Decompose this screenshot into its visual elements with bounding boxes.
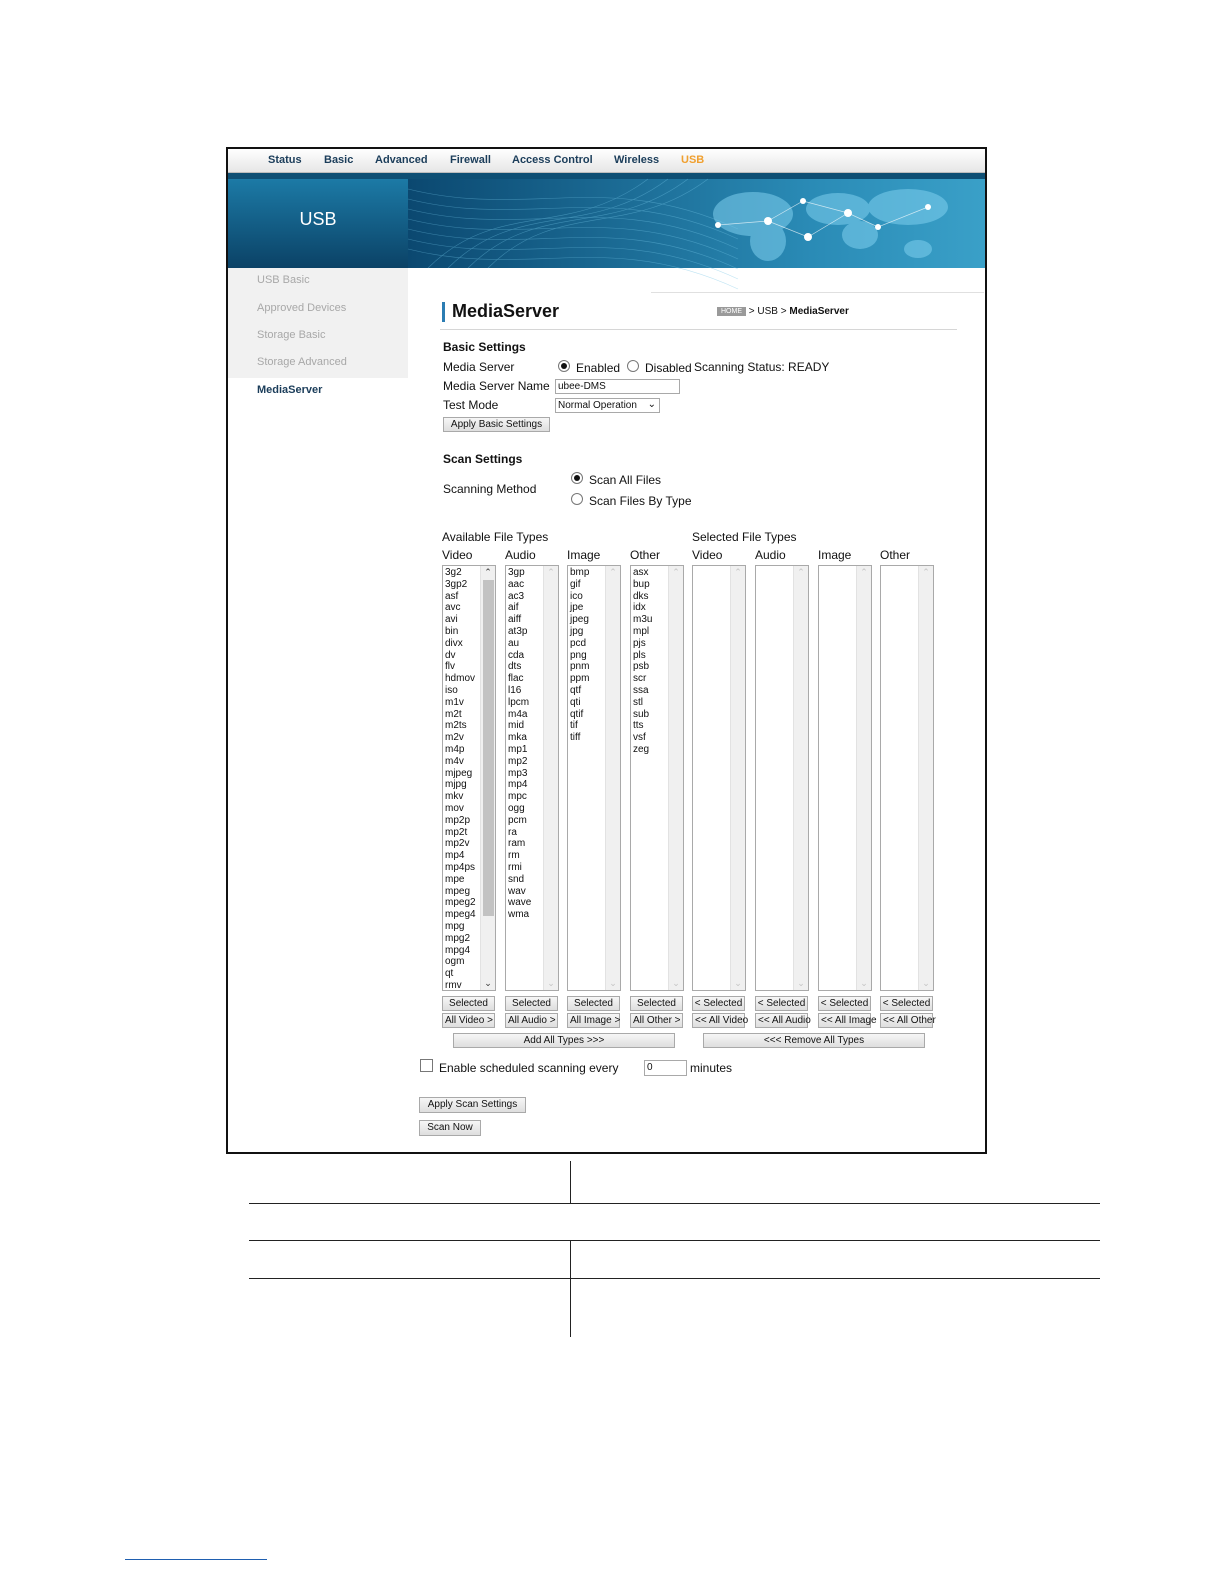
add-selected-image-button[interactable]: Selected [567, 996, 620, 1011]
scrollbar-thumb[interactable] [483, 580, 494, 916]
list-item[interactable]: stl [633, 696, 643, 708]
chevron-down-icon[interactable]: ⌄ [860, 978, 868, 988]
list-item[interactable]: psb [633, 661, 650, 673]
list-item[interactable]: jpe [570, 602, 584, 614]
selected-other-header: Other [880, 548, 911, 562]
list-item[interactable]: mid [508, 720, 525, 732]
list-item[interactable]: asx [633, 567, 649, 578]
scan-all-files-radio[interactable] [571, 472, 583, 484]
list-item[interactable]: m3u [633, 614, 653, 626]
chevron-down-icon[interactable]: ⌄ [797, 978, 805, 988]
scrollbar[interactable] [668, 566, 683, 990]
available-other-listbox[interactable] [630, 565, 684, 991]
table-rule [249, 1240, 1100, 1241]
list-item[interactable]: avi [445, 614, 458, 626]
add-all-image-button[interactable]: All Image > [567, 1013, 620, 1028]
banner-world-map-image [408, 179, 985, 268]
test-mode-value: Normal Operation [558, 400, 637, 411]
chevron-up-icon[interactable]: ⌃ [484, 567, 492, 577]
list-item[interactable]: flac [508, 673, 524, 685]
list-item[interactable]: mpg4 [445, 944, 471, 956]
list-item[interactable]: mp2 [508, 755, 528, 767]
list-item[interactable]: mp3 [508, 767, 528, 779]
media-server-name-input[interactable]: ubee-DMS [555, 379, 680, 394]
breadcrumb-path: > USB > [748, 306, 790, 317]
nav-advanced[interactable]: Advanced [375, 154, 428, 166]
chevron-up-icon[interactable]: ⌃ [672, 567, 680, 577]
list-item[interactable]: dv [445, 649, 456, 661]
sidebar-item-mediaserver[interactable]: MediaServer [257, 384, 323, 396]
list-item[interactable]: mkv [445, 791, 464, 803]
test-mode-label: Test Mode [443, 398, 499, 412]
list-item[interactable]: m4p [445, 743, 465, 755]
scan-settings-heading: Scan Settings [443, 452, 523, 466]
list-item[interactable]: mp4ps [445, 861, 476, 873]
media-server-enabled-radio[interactable] [558, 360, 570, 372]
scrollbar[interactable] [605, 566, 620, 990]
audio-type-list [508, 567, 531, 921]
list-item[interactable]: iso [445, 684, 458, 696]
available-video-header: Video [442, 548, 473, 562]
chevron-down-icon[interactable]: ⌄ [672, 978, 680, 988]
scan-files-by-type-radio[interactable] [571, 493, 583, 505]
remove-selected-other-button[interactable]: < Selected [880, 996, 933, 1011]
list-item[interactable]: rm [508, 850, 520, 862]
remove-all-video-button[interactable]: << All Video [692, 1013, 745, 1028]
table-column-divider [570, 1278, 571, 1337]
list-item[interactable]: hdmov [445, 673, 476, 685]
list-item[interactable]: mjpg [445, 779, 467, 791]
chevron-up-icon[interactable]: ⌃ [734, 567, 742, 577]
selected-audio-header: Audio [755, 548, 786, 562]
title-accent-bar [442, 302, 445, 322]
list-item[interactable]: pnm [570, 661, 590, 673]
list-item[interactable]: m4a [508, 708, 528, 720]
list-item[interactable]: rmv [445, 979, 462, 991]
list-item[interactable]: mpeg [445, 885, 471, 897]
selected-file-types-label: Selected File Types [692, 530, 797, 544]
list-item[interactable]: mpe [445, 873, 465, 885]
add-all-other-button[interactable]: All Other > [630, 1013, 683, 1028]
breadcrumb-current: MediaServer [789, 306, 849, 317]
available-file-types-label: Available File Types [442, 530, 549, 544]
list-item[interactable]: pcm [508, 814, 527, 826]
list-item[interactable]: mpeg4 [445, 909, 476, 921]
list-item[interactable]: mp4 [508, 779, 528, 791]
add-all-audio-button[interactable]: All Audio > [505, 1013, 558, 1028]
remove-all-image-button[interactable]: << All Image [818, 1013, 871, 1028]
list-item[interactable]: cda [508, 649, 525, 661]
selected-image-listbox[interactable] [818, 565, 872, 991]
image-type-list [570, 567, 589, 744]
scrollbar[interactable] [543, 566, 558, 990]
apply-basic-settings-button[interactable]: Apply Basic Settings [443, 417, 550, 432]
media-server-disabled-radio[interactable] [627, 360, 639, 372]
add-all-types-button[interactable]: Add All Types >>> [453, 1033, 675, 1048]
table-rule [249, 1203, 1100, 1204]
breadcrumb [717, 306, 849, 317]
list-item[interactable]: tiff [570, 732, 581, 744]
chevron-down-icon[interactable]: ⌄ [734, 978, 742, 988]
scrollbar[interactable] [918, 566, 933, 990]
list-item[interactable]: qti [570, 696, 581, 708]
available-audio-header: Audio [505, 548, 536, 562]
list-item[interactable]: vsf [633, 732, 646, 744]
banner-section-title [228, 179, 408, 268]
list-item[interactable]: m2t [445, 708, 462, 720]
list-item[interactable]: bin [445, 625, 459, 637]
list-item[interactable]: at3p [508, 625, 528, 637]
list-item[interactable]: tif [570, 720, 578, 732]
list-item[interactable]: 3g2 [445, 567, 462, 578]
list-item[interactable]: ogg [508, 802, 525, 814]
router-admin-window [226, 147, 987, 1154]
add-selected-other-button[interactable]: Selected [630, 996, 683, 1011]
nav-usb[interactable]: USB [681, 154, 705, 166]
selected-video-listbox[interactable] [692, 565, 746, 991]
list-item[interactable]: mov [445, 802, 464, 814]
video-type-list [445, 567, 476, 992]
list-item[interactable]: mpg [445, 920, 465, 932]
scanning-status: Scanning Status: READY [694, 360, 830, 374]
list-item[interactable]: tts [633, 720, 644, 732]
list-item[interactable]: 3gp [508, 567, 525, 578]
disabled-label: Disabled [645, 361, 692, 375]
media-server-name-label: Media Server Name [443, 379, 550, 393]
sidebar-item-storage-basic[interactable]: Storage Basic [257, 329, 326, 341]
remove-selected-audio-button[interactable]: < Selected [755, 996, 808, 1011]
list-item[interactable]: scr [633, 673, 647, 685]
list-item[interactable]: mpc [508, 791, 527, 803]
list-item[interactable]: 3gp2 [445, 578, 468, 590]
sidebar-item-storage-advanced[interactable]: Storage Advanced [257, 356, 347, 368]
list-item[interactable]: pcd [570, 637, 587, 649]
title-top-rule [651, 292, 984, 293]
list-item[interactable]: rmi [508, 861, 522, 873]
list-item[interactable]: m2ts [445, 720, 467, 732]
basic-settings-heading: Basic Settings [443, 340, 526, 354]
list-item[interactable]: mp2t [445, 826, 468, 838]
list-item[interactable]: asf [445, 590, 459, 602]
nav-firewall[interactable]: Firewall [450, 154, 491, 166]
list-item[interactable]: mka [508, 732, 527, 744]
remove-all-audio-button[interactable]: << All Audio [755, 1013, 808, 1028]
top-navigation [228, 149, 985, 173]
list-item[interactable]: lpcm [508, 696, 530, 708]
available-image-listbox[interactable] [567, 565, 621, 991]
apply-scan-settings-button[interactable]: Apply Scan Settings [419, 1097, 526, 1113]
list-item[interactable]: gif [570, 578, 581, 590]
available-image-header: Image [567, 548, 601, 562]
add-selected-video-button[interactable]: Selected [442, 996, 495, 1011]
list-item[interactable]: mp4 [445, 850, 465, 862]
breadcrumb-home[interactable]: HOME [717, 307, 746, 316]
remove-all-types-button[interactable]: <<< Remove All Types [703, 1033, 925, 1048]
selected-audio-listbox[interactable] [755, 565, 809, 991]
list-item[interactable]: ra [508, 826, 517, 838]
list-item[interactable]: au [508, 637, 520, 649]
list-item[interactable]: sub [633, 708, 650, 720]
list-item[interactable]: qtif [570, 708, 584, 720]
list-item[interactable]: jpeg [570, 614, 589, 626]
scan-all-files-label: Scan All Files [589, 473, 662, 487]
available-video-listbox[interactable] [442, 565, 496, 991]
chevron-up-icon[interactable]: ⌃ [797, 567, 805, 577]
list-item[interactable]: wave [508, 897, 532, 909]
available-other-header: Other [630, 548, 661, 562]
list-item[interactable]: idx [633, 602, 646, 614]
list-item[interactable]: ssa [633, 684, 649, 696]
nav-wireless[interactable]: Wireless [614, 154, 660, 166]
list-item[interactable]: aac [508, 578, 525, 590]
enable-scheduled-scanning-checkbox[interactable] [420, 1059, 433, 1072]
selected-image-header: Image [818, 548, 852, 562]
list-item[interactable]: m1v [445, 696, 464, 708]
list-item[interactable]: l16 [508, 684, 522, 696]
list-item[interactable]: aiff [508, 614, 522, 626]
list-item[interactable]: png [570, 649, 587, 661]
title-divider [440, 329, 957, 330]
list-item[interactable]: qt [445, 968, 454, 980]
list-item[interactable]: divx [445, 637, 463, 649]
remove-selected-video-button[interactable]: < Selected [692, 996, 745, 1011]
page-title: MediaServer [452, 301, 560, 321]
scrollbar[interactable] [730, 566, 745, 990]
scan-now-button[interactable]: Scan Now [419, 1120, 481, 1136]
scrollbar[interactable] [793, 566, 808, 990]
chevron-up-icon[interactable]: ⌃ [547, 567, 555, 577]
list-item[interactable]: avc [445, 602, 461, 614]
chevron-down-icon[interactable]: ⌄ [922, 978, 930, 988]
minutes-label: minutes [690, 1061, 733, 1075]
list-item[interactable]: wav [508, 885, 526, 897]
remove-all-other-button[interactable]: << All Other [880, 1013, 933, 1028]
chevron-down-icon[interactable]: ⌄ [609, 978, 617, 988]
table-column-divider [570, 1161, 571, 1203]
list-item[interactable]: zeg [633, 743, 650, 755]
world-map-graphic [408, 179, 985, 268]
list-item[interactable]: qtf [570, 684, 582, 696]
nav-access-control[interactable]: Access Control [512, 154, 593, 166]
banner-title: USB [299, 209, 337, 229]
nav-basic[interactable]: Basic [324, 154, 354, 166]
scheduled-scanning-label: Enable scheduled scanning every [439, 1061, 619, 1075]
list-item[interactable]: mp1 [508, 743, 528, 755]
add-all-video-button[interactable]: All Video > [442, 1013, 495, 1028]
scrollbar[interactable] [856, 566, 871, 990]
scrollbar[interactable] [480, 566, 495, 990]
chevron-down-icon[interactable]: ⌄ [547, 978, 555, 988]
add-selected-audio-button[interactable]: Selected [505, 996, 558, 1011]
sidebar-item-approved-devices[interactable]: Approved Devices [257, 302, 347, 314]
list-item[interactable]: pjs [633, 637, 646, 649]
selected-other-listbox[interactable] [880, 565, 934, 991]
list-item[interactable]: jpg [570, 625, 584, 637]
selected-video-header: Video [692, 548, 723, 562]
list-item[interactable]: mjpeg [445, 767, 473, 779]
chevron-down-icon: ⌄ [647, 399, 656, 410]
chevron-up-icon[interactable]: ⌃ [860, 567, 868, 577]
chevron-down-icon[interactable]: ⌄ [484, 978, 492, 988]
media-server-label: Media Server [443, 360, 515, 374]
chevron-up-icon[interactable]: ⌃ [609, 567, 617, 577]
list-item[interactable]: ac3 [508, 590, 525, 602]
footnote-rule [125, 1559, 267, 1560]
list-item[interactable]: mp2v [445, 838, 470, 850]
scanning-method-label: Scanning Method [443, 482, 537, 496]
other-type-list [633, 567, 652, 756]
list-item[interactable]: m4v [445, 755, 464, 767]
scan-interval-input[interactable]: 0 [644, 1060, 687, 1076]
sidebar-item-usb-basic[interactable]: USB Basic [257, 274, 310, 286]
scan-files-by-type-label: Scan Files By Type [589, 494, 692, 508]
list-item[interactable]: mpg2 [445, 932, 471, 944]
list-item[interactable]: snd [508, 873, 525, 885]
list-item[interactable]: m2v [445, 732, 464, 744]
list-item[interactable]: flv [445, 661, 455, 673]
list-item[interactable]: mp2p [445, 814, 471, 826]
nav-status[interactable]: Status [268, 154, 302, 166]
list-item[interactable]: bmp [570, 567, 590, 578]
list-item[interactable]: pls [633, 649, 646, 661]
remove-selected-image-button[interactable]: < Selected [818, 996, 871, 1011]
list-item[interactable]: wma [508, 909, 530, 921]
enabled-label: Enabled [576, 361, 621, 375]
table-column-divider [570, 1240, 571, 1278]
list-item[interactable]: bup [633, 578, 650, 590]
list-item[interactable]: dts [508, 661, 522, 673]
list-item[interactable]: mpeg2 [445, 897, 476, 909]
table-rule [249, 1278, 1100, 1279]
list-item[interactable]: ppm [570, 673, 590, 685]
list-item[interactable]: aif [508, 602, 519, 614]
list-item[interactable]: dks [633, 590, 649, 602]
list-item[interactable]: ram [508, 838, 526, 850]
available-audio-listbox[interactable] [505, 565, 559, 991]
test-mode-select[interactable] [555, 398, 660, 413]
chevron-up-icon[interactable]: ⌃ [922, 567, 930, 577]
list-item[interactable]: ico [570, 590, 583, 602]
list-item[interactable]: mpl [633, 625, 650, 637]
list-item[interactable]: ogm [445, 956, 465, 968]
